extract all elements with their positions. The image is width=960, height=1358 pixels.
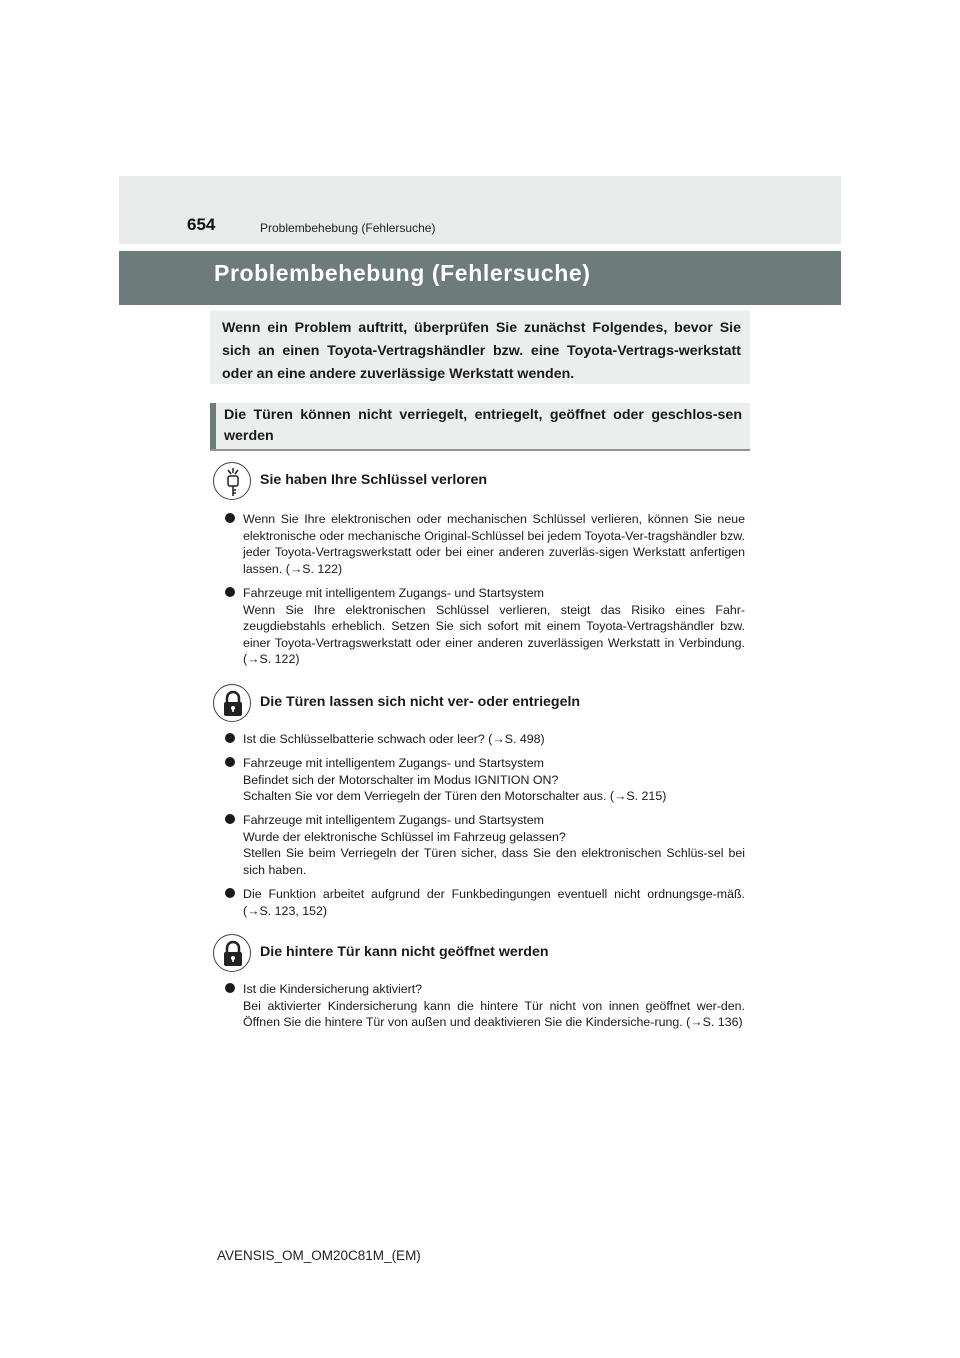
bullet-icon <box>225 733 235 743</box>
bullet-text: Wurde der elektronische Schlüssel im Fahrzeug gelassen? <box>243 829 566 844</box>
bullet-text: Befindet sich der Motorschalter im Modus IGNITION ON? <box>243 772 559 787</box>
bullet-icon <box>225 983 235 993</box>
subsection-heading: Die Türen lassen sich nicht ver- oder entriegeln <box>260 694 581 710</box>
list-item <box>225 981 745 1031</box>
list-item <box>225 755 745 805</box>
title-band <box>119 251 841 305</box>
page-number: 654 <box>187 215 216 234</box>
bullet-text: Wenn Sie Ihre elektronischen Schlüssel verlieren, steigt das Risiko eines Fahr-zeugdiebstahls erheblich. Setzen Sie sich sofort mit einem Toyota-Vertragshändler bzw. einer Toyota-Vertragswerkstatt oder einer anderen zuverlässigen Werkstatt in Verbindung. (→S. 122) <box>243 602 745 666</box>
bullet-icon <box>225 814 235 824</box>
list-item <box>225 731 745 748</box>
bullet-icon <box>225 513 235 523</box>
subsection-heading: Die hintere Tür kann nicht geöffnet werden <box>260 944 549 960</box>
section-heading-box <box>210 403 750 451</box>
bullet-text: Fahrzeuge mit intelligentem Zugangs- und Startsystem <box>243 756 544 770</box>
bullet-text: Ist die Kindersicherung aktiviert? <box>243 982 423 996</box>
list-item <box>225 812 745 878</box>
section-heading: Die Türen können nicht verriegelt, entriegelt, geöffnet oder geschlos-sen werden <box>224 407 742 444</box>
lock-icon <box>213 934 251 972</box>
subsection-heading: Sie haben Ihre Schlüssel verloren <box>260 472 488 488</box>
key-icon <box>213 462 251 500</box>
list-item <box>225 511 745 577</box>
list-item <box>225 886 745 919</box>
section-accent-bar <box>210 403 216 449</box>
running-head: Problembehebung (Fehlersuche) <box>260 221 436 235</box>
bullet-text: Bei aktivierter Kindersicherung kann die hintere Tür nicht von innen geöffnet wer-den. Öffnen Sie die hintere Tür von außen und deaktivieren Sie die Kindersiche-rung. (→S. 136) <box>243 998 745 1029</box>
document-code-footer: AVENSIS_OM_OM20C81M_(EM) <box>217 1248 421 1263</box>
page-title: Problembehebung (Fehlersuche) <box>214 260 591 286</box>
intro-text: Wenn ein Problem auftritt, überprüfen Sie zunächst Folgendes, bevor Sie sich an einen Toyota-Vertragshändler bzw. eine Toyota-Vertrags-werkstatt oder an eine andere zuverlässige Werkstatt wenden. <box>222 320 741 382</box>
bullet-text: Ist die Schlüsselbatterie schwach oder leer? (→S. 498) <box>243 732 545 746</box>
lock-icon <box>213 684 251 722</box>
bullet-icon <box>225 757 235 767</box>
bullet-text: Fahrzeuge mit intelligentem Zugangs- und Startsystem <box>243 586 544 600</box>
bullet-text: Stellen Sie beim Verriegeln der Türen sicher, dass Sie den elektronischen Schlüs-sel bei sich haben. <box>243 846 745 877</box>
bullet-text: Fahrzeuge mit intelligentem Zugangs- und Startsystem <box>243 813 544 827</box>
intro-box <box>210 311 750 384</box>
bullet-text: Schalten Sie vor dem Verriegeln der Türen den Motorschalter aus. (→S. 215) <box>243 789 667 803</box>
bullet-text: Die Funktion arbeitet aufgrund der Funkbedingungen eventuell nicht ordnungsge-mäß. (→S. 123, 152) <box>243 887 745 918</box>
list-item <box>225 585 745 668</box>
header-bar <box>119 176 841 244</box>
bullet-text: Wenn Sie Ihre elektronischen oder mechanischen Schlüssel verlieren, können Sie neue elektronische oder mechanische Original-Schlüssel bei jedem Toyota-Ver-tragshändler bzw. jeder Toyota-Vertragswerkstatt oder bei einer anderen zuverläs-sigen Werkstatt anfertigen lassen. (→S. 122) <box>243 512 745 576</box>
bullet-icon <box>225 888 235 898</box>
bullet-icon <box>225 587 235 597</box>
